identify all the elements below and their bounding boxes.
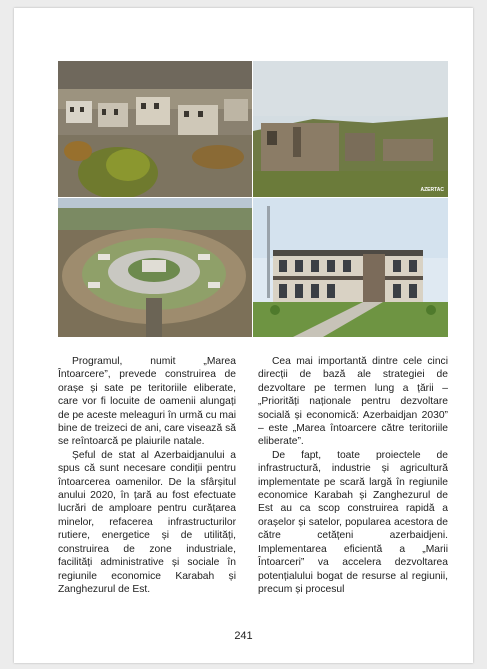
aerial-village-photo: [58, 198, 252, 337]
right-text-column: [258, 355, 448, 596]
stone-ruins-photo: [253, 61, 448, 197]
page-number: 241: [234, 630, 253, 642]
paragraph: De fapt, toate proiectele de infrastructură, industrie și agricultură implementate pe scară largă în regiunile economice Karabah și Zanghezurul de Est au ca scop construirea rapidă a orașelor și satelor, popularea acestora de către cetățeni azerbaidjeni. Implementarea eficientă a „Marii Întoarceri” va accelera dezvoltarea potențialului bogat de resurse al regiunii, precum și procesul: [258, 449, 448, 595]
left-text-column: [58, 355, 236, 596]
document-page: [14, 8, 473, 663]
paragraph: Programul, numit „Marea Întoarcere”, prevede construirea de orașe și sate pe teritoriile eliberate, care vor fi locuite de oamenii alungați de pe aceste meleaguri în urmă cu mai bine de treizeci de ani, care visează să se reîntoarcă pe plaiurile natale.: [58, 356, 236, 448]
photo-watermark: AZERTAC: [420, 187, 444, 193]
paragraph: Șeful de stat al Azerbaidjanului a spus că sunt necesare condiții pentru întoarcerea oamenilor. De la sfârșitul anului 2020, în țară au fost efectuate lucrări de amploare pentru curățarea minelor, refacerea infrastructurilor rutiere, energetice și de utilități, construirea de zone industriale, facilități administrative și sociale în regiunile economice Karabah și Zanghezurul de Est.: [58, 449, 236, 595]
photo-collage: [58, 61, 448, 337]
ruined-town-photo: [58, 61, 252, 197]
paragraph: Cea mai importantă dintre cele cinci direcții de bază ale strategiei de dezvoltare pe termen lung a țării – „Priorități naționale pentru dezvoltare socială și economică: Azerbaidjan 2030” – este „Marea întoarcere către teritoriile eliberate”.: [258, 356, 448, 448]
new-building-photo: [253, 198, 448, 337]
